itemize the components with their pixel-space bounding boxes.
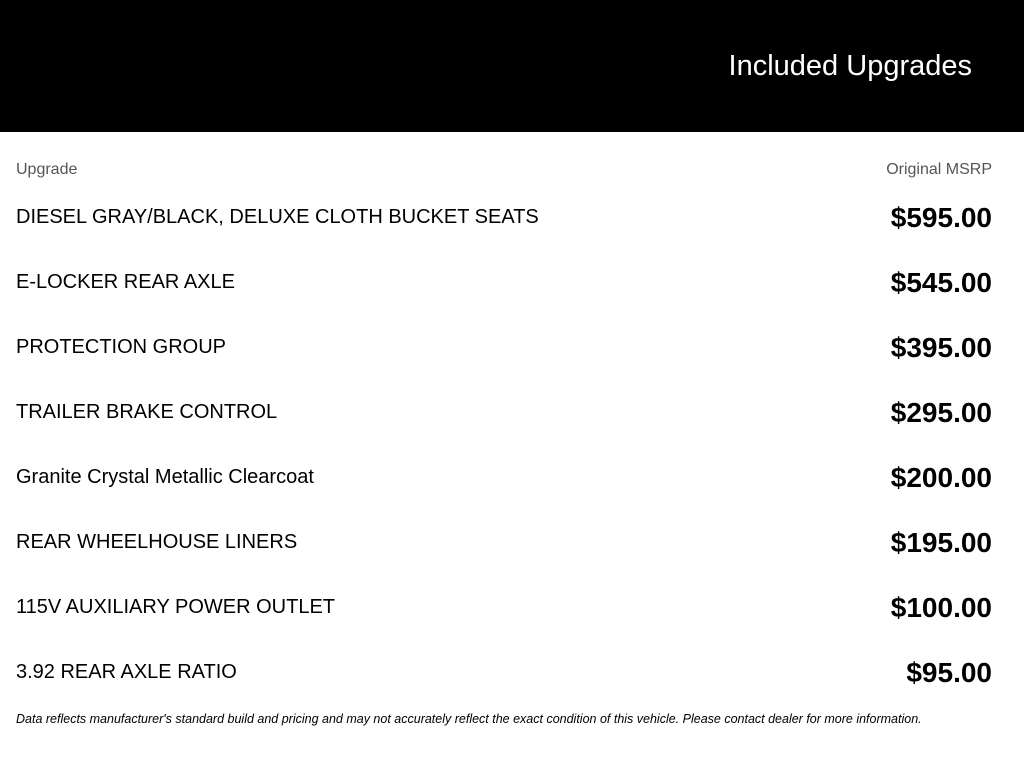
upgrade-price: $595.00 [890,201,992,233]
list-item [16,185,992,250]
upgrade-price: $545.00 [890,266,992,298]
upgrade-price: $395.00 [890,331,992,363]
page-title: Included Upgrades [728,50,972,82]
upgrade-price: $95.00 [906,656,992,688]
list-item [16,445,992,510]
upgrade-name: REAR WHEELHOUSE LINERS [16,531,298,553]
column-header-upgrade: Upgrade [16,161,78,178]
upgrade-price: $100.00 [890,591,992,623]
upgrade-name: 3.92 REAR AXLE RATIO [16,661,237,683]
header-banner [0,0,1024,132]
list-item [16,510,992,575]
upgrade-name: E-LOCKER REAR AXLE [16,271,235,293]
upgrade-name: Granite Crystal Metallic Clearcoat [16,466,314,488]
list-item [16,640,992,705]
upgrade-list [16,185,992,705]
upgrade-price: $295.00 [890,396,992,428]
list-item [16,315,992,380]
upgrade-price: $200.00 [890,461,992,493]
column-header-msrp: Original MSRP [886,161,992,178]
list-item [16,380,992,445]
list-item [16,575,992,640]
upgrade-price: $195.00 [890,526,992,558]
upgrade-name: 115V AUXILIARY POWER OUTLET [16,596,336,618]
list-item [16,250,992,315]
upgrade-name: PROTECTION GROUP [16,336,227,358]
column-headers [16,160,992,180]
disclaimer-text: Data reflects manufacturer's standard build and pricing and may not accurately reflect the exact condition of this vehicle. Please contact dealer for more information. [16,712,922,726]
upgrade-name: TRAILER BRAKE CONTROL [16,401,278,423]
upgrade-name: DIESEL GRAY/BLACK, DELUXE CLOTH BUCKET SEATS [16,206,539,228]
